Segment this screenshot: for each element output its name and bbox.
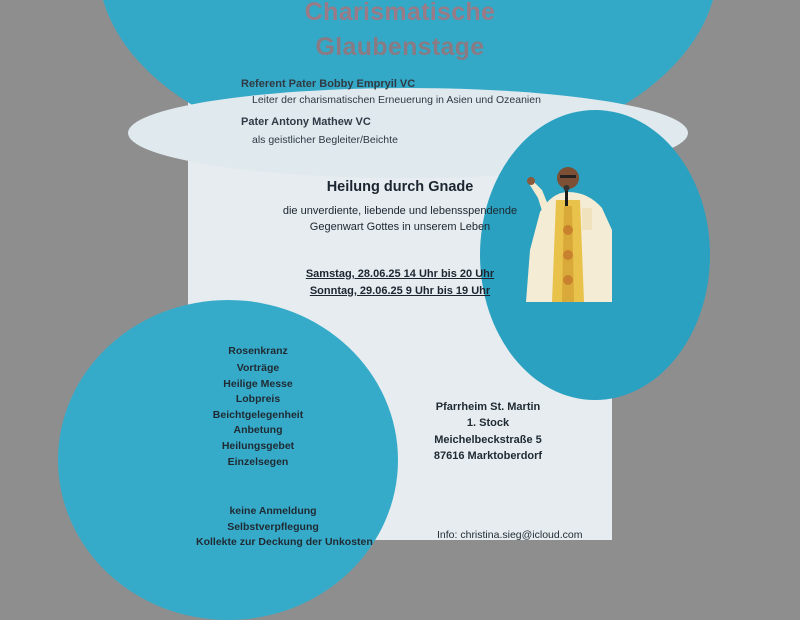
title-line-1: Charismatische bbox=[304, 0, 496, 26]
program-item: Rosenkranz bbox=[228, 345, 288, 357]
headline: Heilung durch Gnade bbox=[326, 179, 474, 195]
program-item: Beichtgelegenheit bbox=[212, 409, 304, 421]
contact-info: Info: christina.sieg@icloud.com bbox=[437, 529, 583, 541]
date-saturday: Samstag, 28.06.25 14 Uhr bis 20 Uhr bbox=[305, 268, 495, 280]
priest-photo bbox=[522, 160, 612, 302]
subtitle-line-1: die unverdiente, liebende und lebensspendende bbox=[282, 205, 518, 217]
note-registration: keine Anmeldung bbox=[229, 505, 317, 517]
venue-name: Pfarrheim St. Martin bbox=[435, 401, 541, 413]
referent-2-name: Pater Antony Mathew VC bbox=[241, 116, 371, 128]
referent-1-description: Leiter der charismatischen Erneuerung in Asien und Ozeanien bbox=[252, 94, 541, 106]
date-sunday: Sonntag, 29.06.25 9 Uhr bis 19 Uhr bbox=[309, 285, 491, 297]
program-item: Vorträge bbox=[236, 362, 280, 374]
venue-street: Meichelbeckstraße 5 bbox=[434, 434, 542, 446]
program-item: Lobpreis bbox=[235, 393, 281, 405]
program-item: Heilige Messe bbox=[223, 378, 293, 390]
program-item: Anbetung bbox=[233, 424, 283, 436]
referent-1-name: Referent Pater Bobby Empryil VC bbox=[241, 78, 416, 90]
program-item: Einzelsegen bbox=[227, 456, 289, 468]
event-flyer bbox=[188, 0, 612, 548]
title-line-2: Glaubenstage bbox=[315, 33, 485, 61]
referent-2-description: als geistlicher Begleiter/Beichte bbox=[252, 134, 398, 146]
note-catering: Selbstverpflegung bbox=[227, 521, 319, 533]
venue-city: 87616 Marktoberdorf bbox=[433, 450, 543, 462]
program-item: Heilungsgebet bbox=[221, 440, 295, 452]
venue-floor: 1. Stock bbox=[466, 417, 510, 429]
subtitle-line-2: Gegenwart Gottes in unserem Leben bbox=[309, 221, 491, 233]
note-collection: Kollekte zur Deckung der Unkosten bbox=[196, 536, 373, 548]
